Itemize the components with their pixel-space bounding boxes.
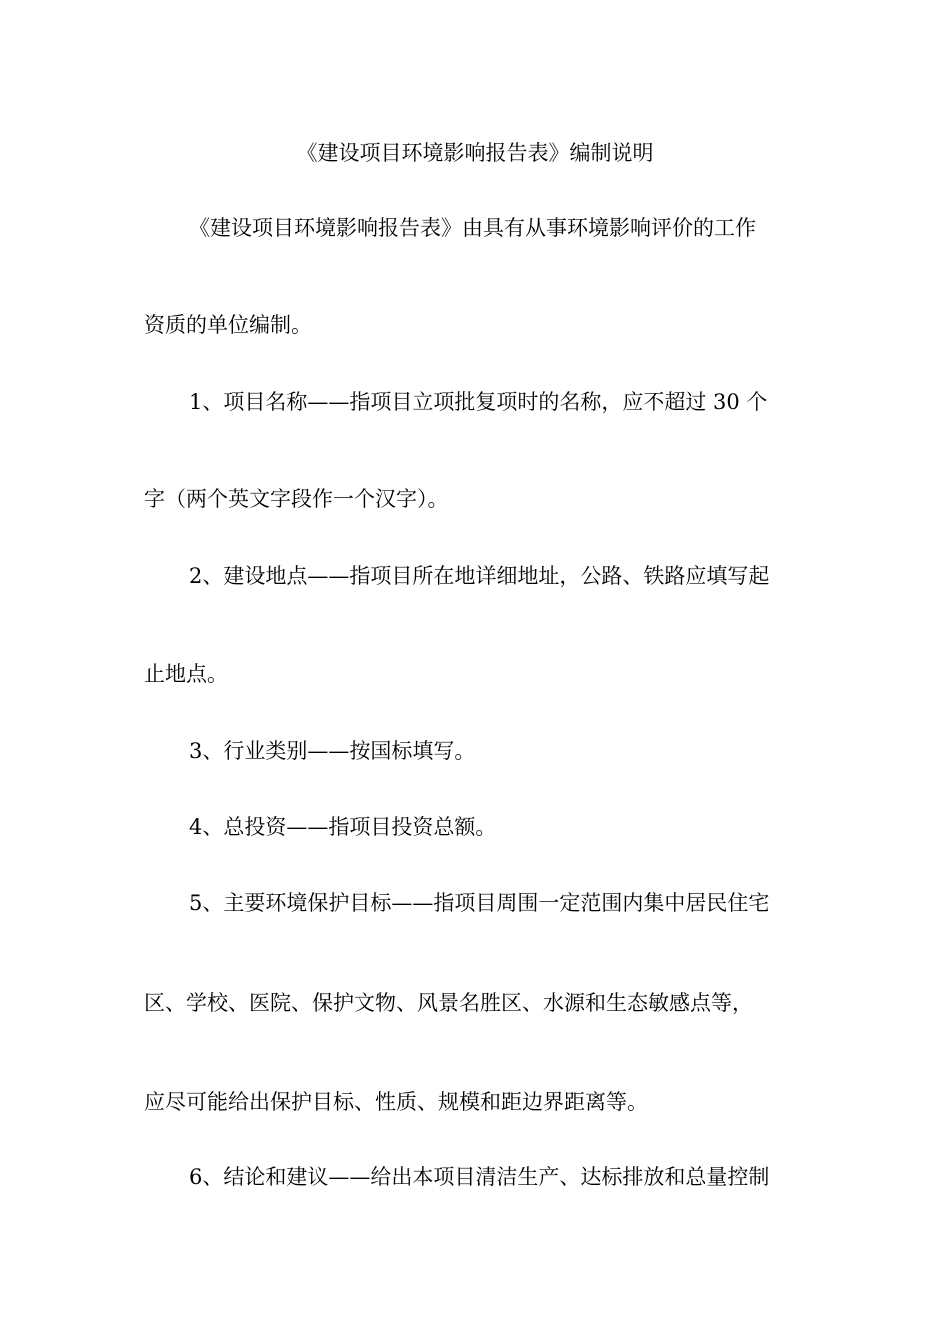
item-1-line-2: 字（两个英文字段作一个汉字）。 bbox=[144, 487, 449, 511]
item-5-line-2: 区、学校、医院、保护文物、风景名胜区、水源和生态敏感点等， bbox=[144, 991, 753, 1015]
item-6-line-1: 6、结论和建议——给出本项目清洁生产、达标排放和总量控制 bbox=[189, 1165, 770, 1189]
item-5-line-3: 应尽可能给出保护目标、性质、规模和距边界距离等。 bbox=[144, 1090, 648, 1114]
document-title: 《建设项目环境影响报告表》编制说明 bbox=[296, 141, 654, 165]
intro-line-1: 《建设项目环境影响报告表》由具有从事环境影响评价的工作 bbox=[189, 216, 756, 240]
item-1-line-1: 1、项目名称——指项目立项批复项时的名称，应不超过 30 个 bbox=[189, 390, 768, 414]
item-2-line-2: 止地点。 bbox=[144, 662, 228, 686]
item-4-line: 4、总投资——指项目投资总额。 bbox=[189, 815, 497, 839]
item-3-line: 3、行业类别——按国标填写。 bbox=[189, 739, 476, 763]
item-2-line-1: 2、建设地点——指项目所在地详细地址，公路、铁路应填写起 bbox=[189, 564, 770, 588]
intro-line-2: 资质的单位编制。 bbox=[144, 313, 312, 337]
item-5-line-1: 5、主要环境保护目标——指项目周围一定范围内集中居民住宅 bbox=[189, 891, 770, 915]
